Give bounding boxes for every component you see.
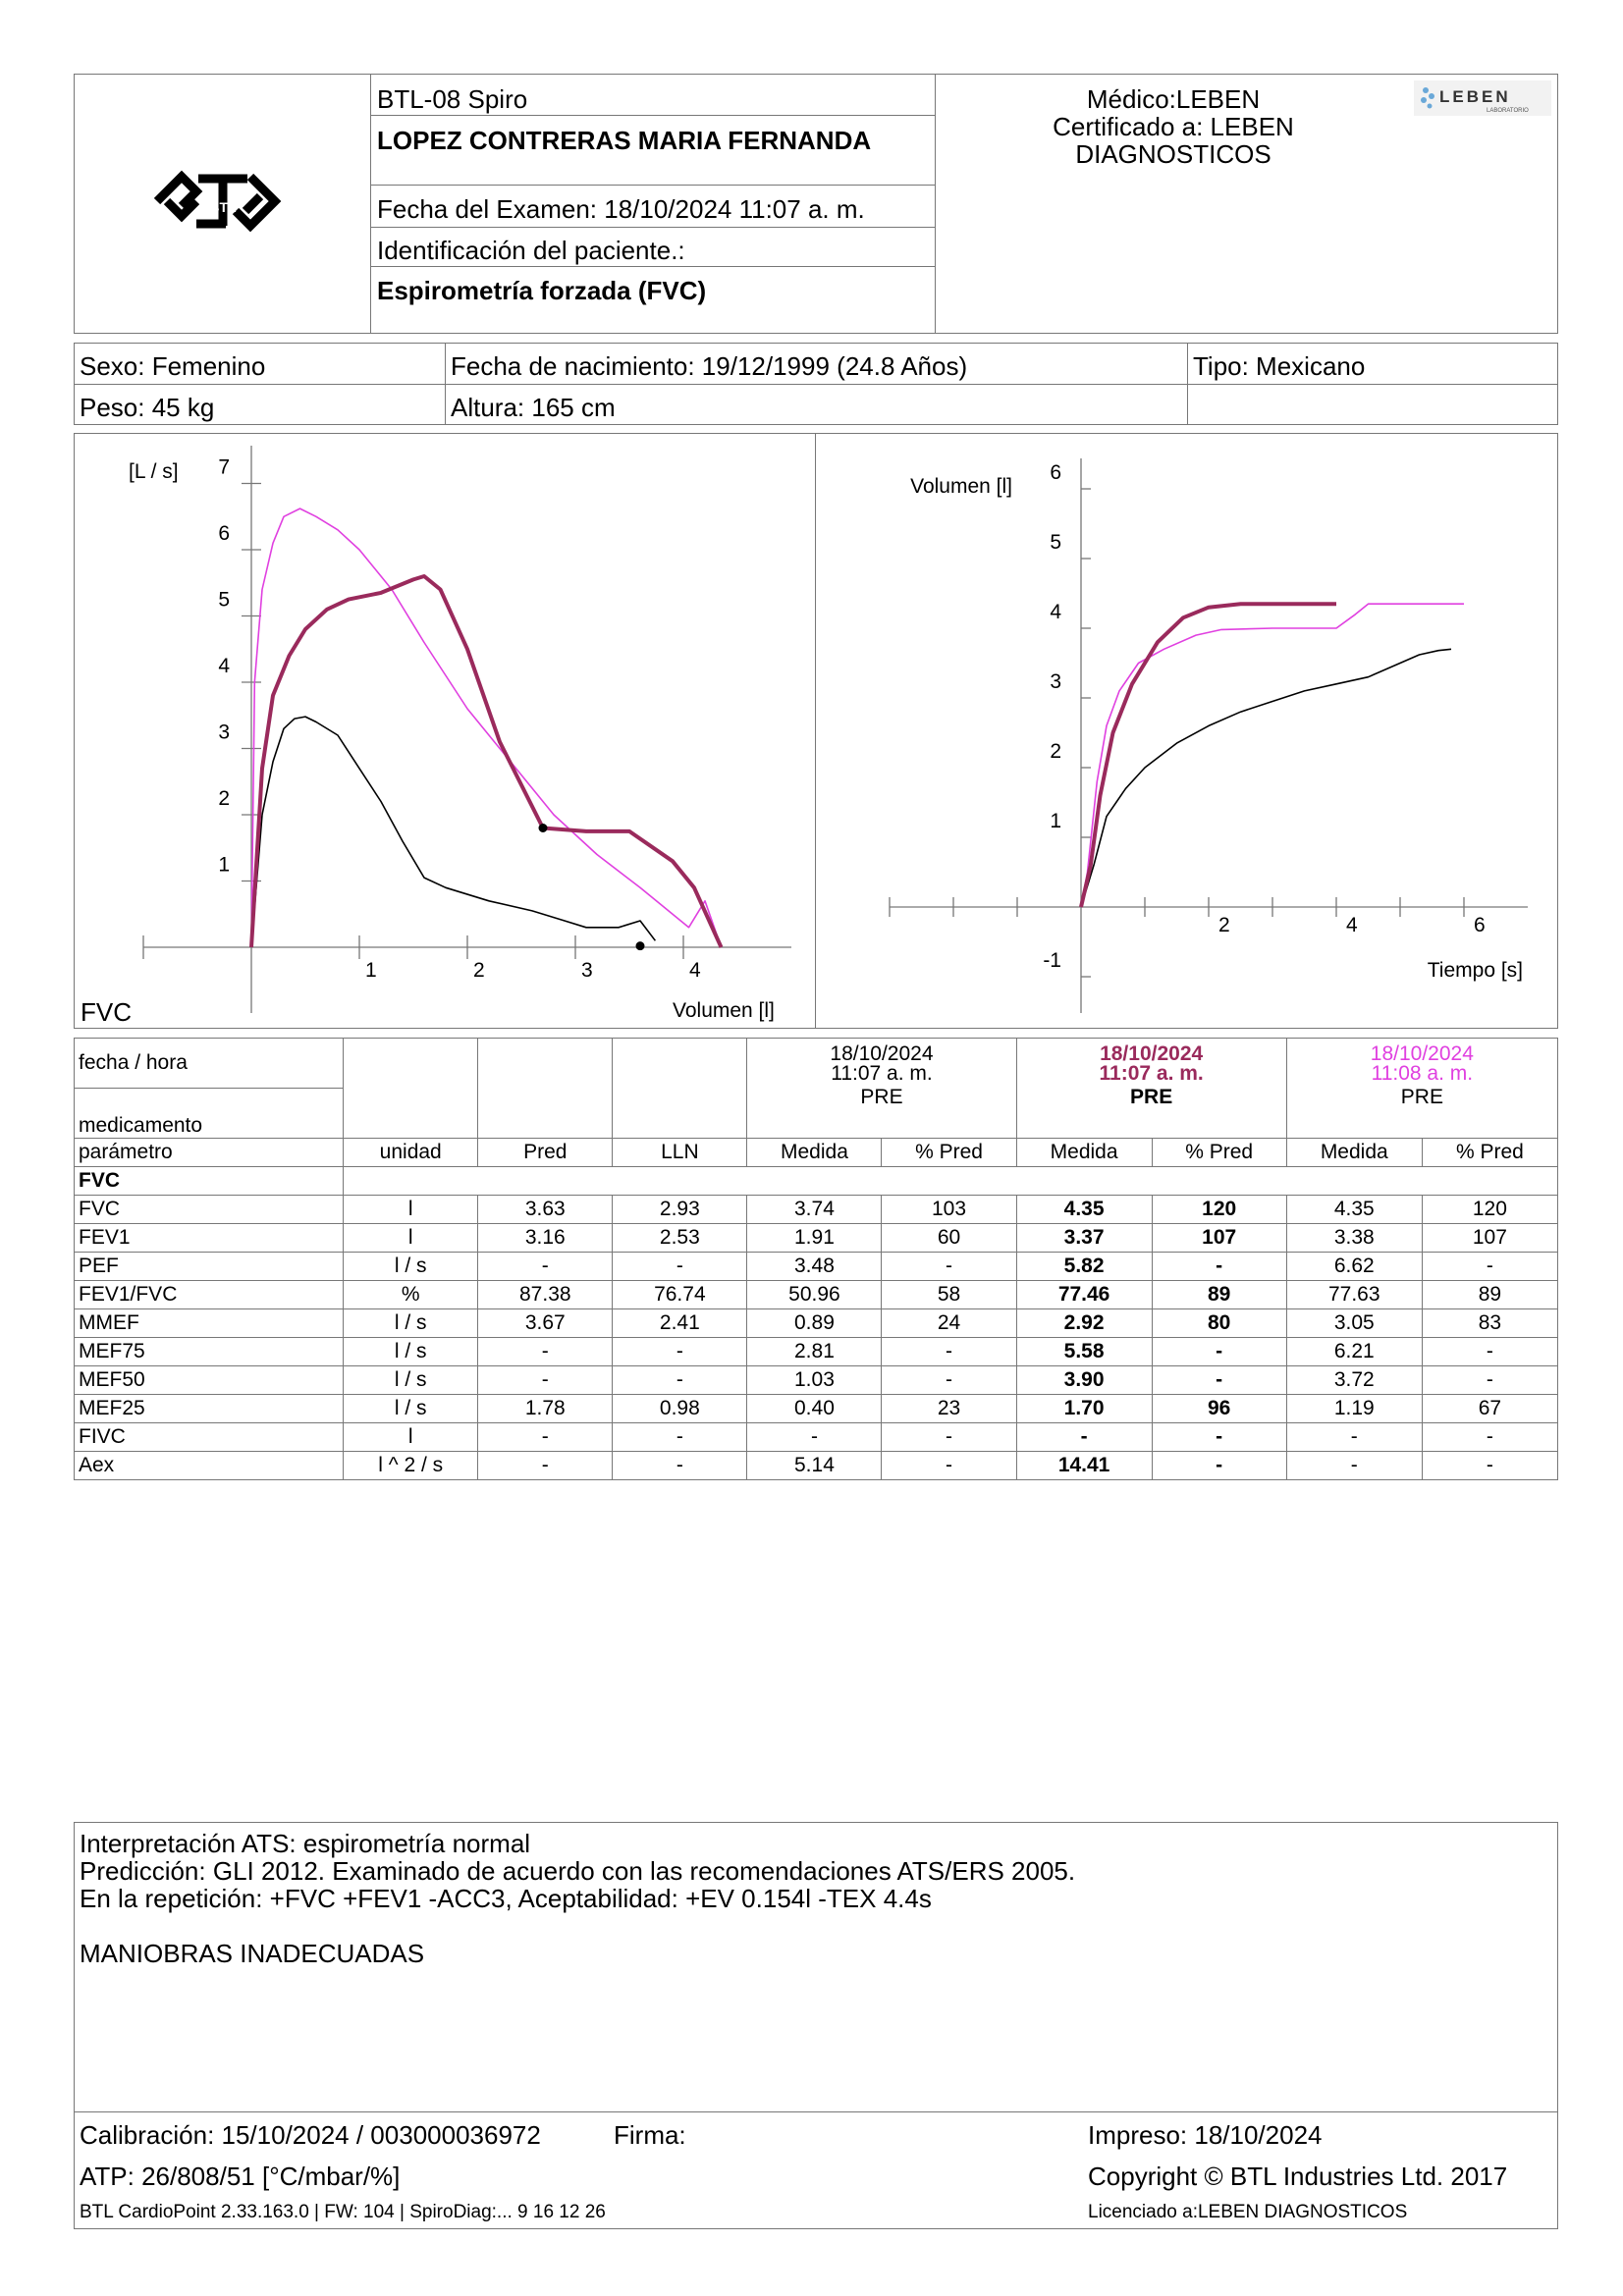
table-cell: l: [344, 1196, 478, 1224]
table-cell: 0.98: [613, 1395, 747, 1423]
section-label: FVC: [75, 1167, 344, 1196]
divider: [370, 185, 935, 186]
interpretation-line: Predicción: GLI 2012. Examinado de acuerdo con las recomendaciones ATS/ERS 2005.: [80, 1856, 1076, 1886]
column-header: % Pred: [1152, 1139, 1286, 1167]
table-header-row: [75, 1039, 1558, 1089]
column-header: LLN: [613, 1139, 747, 1167]
doctor-name: Médico:LEBEN: [1086, 84, 1261, 114]
table-cell: 2.81: [747, 1338, 882, 1366]
btl-logo: [137, 157, 309, 245]
y-tick-label: 4: [1050, 601, 1061, 623]
table-row: [75, 1196, 1558, 1224]
param-name: MEF25: [75, 1395, 344, 1423]
table-cell: 107: [1422, 1224, 1557, 1253]
divider: [1187, 343, 1188, 425]
table-row: [75, 1338, 1558, 1366]
session-date: 18/10/2024: [1100, 1042, 1204, 1065]
empty-cell: [478, 1039, 613, 1139]
table-cell: 103: [882, 1196, 1016, 1224]
param-name: MEF50: [75, 1366, 344, 1395]
atp: ATP: 26/808/51 [°C/mbar/%]: [80, 2162, 401, 2191]
session-med: PRE: [1130, 1086, 1173, 1108]
y-tick-label: 2: [1050, 740, 1061, 763]
table-cell: -: [478, 1423, 613, 1452]
table-cell: 3.90: [1016, 1366, 1152, 1395]
table-cell: 3.16: [478, 1224, 613, 1253]
results-table: [74, 1038, 1558, 1480]
session-time: 11:08 a. m.: [1371, 1062, 1474, 1085]
table-cell: 87.38: [478, 1281, 613, 1309]
table-cell: 0.89: [747, 1309, 882, 1338]
table-cell: -: [1286, 1452, 1422, 1480]
table-cell: l / s: [344, 1338, 478, 1366]
table-cell: 120: [1152, 1196, 1286, 1224]
table-cell: 3.48: [747, 1253, 882, 1281]
x-tick-label: 2: [1218, 914, 1230, 936]
table-cell: -: [1016, 1423, 1152, 1452]
table-cell: 2.53: [613, 1224, 747, 1253]
table-cell: 77.46: [1016, 1281, 1152, 1309]
y-tick-label: 3: [218, 721, 230, 744]
table-cell: -: [478, 1452, 613, 1480]
table-cell: l / s: [344, 1395, 478, 1423]
table-cell: -: [613, 1452, 747, 1480]
license: Licenciado a:LEBEN DIAGNOSTICOS: [1088, 2202, 1408, 2222]
table-row: [75, 1423, 1558, 1452]
column-header: Medida: [1016, 1139, 1152, 1167]
table-cell: 2.92: [1016, 1309, 1152, 1338]
table-cell: -: [1286, 1423, 1422, 1452]
y-tick-label: 1: [218, 853, 230, 877]
marker-dot: [636, 941, 645, 950]
table-cell: 4.35: [1286, 1196, 1422, 1224]
header-medicamento: medicamento: [75, 1089, 344, 1139]
table-cell: -: [747, 1423, 882, 1452]
header-fecha: fecha / hora: [75, 1039, 344, 1089]
table-cell: -: [1152, 1338, 1286, 1366]
table-cell: 1.19: [1286, 1395, 1422, 1423]
session-3-header: [1286, 1039, 1557, 1139]
leben-logo-sub: LABORATORIO: [1487, 108, 1529, 114]
x-axis-label: Tiempo [s]: [1427, 959, 1523, 982]
table-cell: -: [882, 1253, 1016, 1281]
y-axis-label: Volumen [l]: [910, 475, 1012, 498]
divider: [74, 384, 1558, 385]
patient-sex: Sexo: Femenino: [80, 351, 266, 381]
table-cell: -: [882, 1452, 1016, 1480]
table-cell: 1.91: [747, 1224, 882, 1253]
series-line-1: [1081, 604, 1464, 907]
divider: [445, 343, 446, 425]
empty-cell: [613, 1039, 747, 1139]
btl-logo-text: BTL: [209, 199, 237, 215]
software-version: BTL CardioPoint 2.33.163.0 | FW: 104 | SpiroDiag:... 9 16 12 26: [80, 2202, 606, 2222]
table-cell: 50.96: [747, 1281, 882, 1309]
interpretation-line: Interpretación ATS: espirometría normal: [80, 1829, 531, 1858]
table-cell: 77.63: [1286, 1281, 1422, 1309]
table-cell: 2.41: [613, 1309, 747, 1338]
column-header: Pred: [478, 1139, 613, 1167]
table-cell: 23: [882, 1395, 1016, 1423]
table-cell: l / s: [344, 1253, 478, 1281]
table-cell: 2.93: [613, 1196, 747, 1224]
table-row: [75, 1452, 1558, 1480]
table-cell: 3.38: [1286, 1224, 1422, 1253]
table-cell: -: [478, 1338, 613, 1366]
table-cell: l / s: [344, 1366, 478, 1395]
y-axis-label: [L / s]: [129, 460, 179, 483]
table-cell: 83: [1422, 1309, 1557, 1338]
column-header: Medida: [1286, 1139, 1422, 1167]
session-1-header: [747, 1039, 1016, 1139]
y-tick-label: 3: [1050, 670, 1061, 693]
leben-logo-text: LEBEN: [1439, 87, 1511, 106]
table-cell: -: [613, 1366, 747, 1395]
table-cell: l: [344, 1423, 478, 1452]
table-cell: -: [882, 1338, 1016, 1366]
table-cell: 5.82: [1016, 1253, 1152, 1281]
printed-date: Impreso: 18/10/2024: [1088, 2120, 1323, 2150]
table-cell: 0.40: [747, 1395, 882, 1423]
session-med: PRE: [860, 1086, 903, 1108]
x-tick-label: 6: [1474, 914, 1486, 936]
table-cell: 80: [1152, 1309, 1286, 1338]
table-cell: 3.37: [1016, 1224, 1152, 1253]
param-name: FIVC: [75, 1423, 344, 1452]
section-row: [75, 1167, 1558, 1196]
calibration: Calibración: 15/10/2024 / 003000036972: [80, 2120, 541, 2150]
marker-dot: [539, 824, 548, 832]
exam-date: Fecha del Examen: 18/10/2024 11:07 a. m.: [377, 194, 865, 224]
table-cell: 6.62: [1286, 1253, 1422, 1281]
column-header: unidad: [344, 1139, 478, 1167]
empty-cell: [344, 1167, 1558, 1196]
table-cell: 1.70: [1016, 1395, 1152, 1423]
table-cell: 3.05: [1286, 1309, 1422, 1338]
table-cell: -: [882, 1366, 1016, 1395]
empty-cell: [344, 1039, 478, 1139]
certified-line1: Certificado a: LEBEN: [1053, 112, 1294, 141]
interpretation-line: MANIOBRAS INADECUADAS: [80, 1939, 425, 1968]
table-cell: -: [1422, 1452, 1557, 1480]
table-cell: 3.74: [747, 1196, 882, 1224]
table-cell: -: [478, 1366, 613, 1395]
patient-weight: Peso: 45 kg: [80, 393, 215, 422]
divider: [370, 74, 371, 334]
param-name: MMEF: [75, 1309, 344, 1338]
signature-label: Firma:: [614, 2120, 686, 2150]
table-row: [75, 1309, 1558, 1338]
table-cell: 89: [1422, 1281, 1557, 1309]
interpretation-text: [80, 1830, 1075, 1967]
session-med: PRE: [1400, 1086, 1443, 1108]
y-tick-label: 5: [218, 588, 230, 612]
session-time: 11:07 a. m.: [831, 1062, 933, 1085]
table-cell: -: [613, 1423, 747, 1452]
table-cell: 1.03: [747, 1366, 882, 1395]
x-tick-label: 2: [473, 959, 485, 982]
patient-name: LOPEZ CONTRERAS MARIA FERNANDA: [377, 126, 872, 155]
y-tick-label: 2: [218, 787, 230, 810]
table-cell: 120: [1422, 1196, 1557, 1224]
table-row: [75, 1253, 1558, 1281]
x-tick-label: 4: [1346, 914, 1358, 936]
table-cell: -: [1422, 1338, 1557, 1366]
device-name: BTL-08 Spiro: [377, 84, 528, 114]
table-cell: -: [1152, 1452, 1286, 1480]
divider: [935, 74, 936, 334]
table-row: [75, 1395, 1558, 1423]
y-tick-label: 7: [218, 455, 230, 479]
x-tick-label: 4: [689, 959, 701, 982]
table-cell: 67: [1422, 1395, 1557, 1423]
table-cell: %: [344, 1281, 478, 1309]
table-row: [75, 1224, 1558, 1253]
series-line-2: [1081, 649, 1451, 907]
session-date: 18/10/2024: [1370, 1042, 1474, 1065]
x-tick-label: 1: [365, 959, 377, 982]
table-cell: 24: [882, 1309, 1016, 1338]
leben-logo: [1414, 80, 1551, 116]
x-axis-label: Volumen [l]: [673, 999, 775, 1022]
table-cell: 60: [882, 1224, 1016, 1253]
table-cell: -: [613, 1338, 747, 1366]
table-cell: 3.63: [478, 1196, 613, 1224]
table-cell: -: [882, 1423, 1016, 1452]
table-cell: 1.78: [478, 1395, 613, 1423]
table-cell: 96: [1152, 1395, 1286, 1423]
table-cell: 5.58: [1016, 1338, 1152, 1366]
column-header-row: [75, 1139, 1558, 1167]
table-cell: 58: [882, 1281, 1016, 1309]
column-header: % Pred: [882, 1139, 1016, 1167]
y-tick-label: 1: [1050, 810, 1061, 832]
table-cell: -: [1422, 1253, 1557, 1281]
series-line-0: [251, 576, 722, 947]
patient-height: Altura: 165 cm: [451, 393, 616, 422]
table-row: [75, 1281, 1558, 1309]
table-cell: -: [613, 1253, 747, 1281]
table-cell: 14.41: [1016, 1452, 1152, 1480]
table-cell: -: [1422, 1366, 1557, 1395]
table-cell: l: [344, 1224, 478, 1253]
table-cell: -: [1422, 1423, 1557, 1452]
table-cell: 3.67: [478, 1309, 613, 1338]
copyright: Copyright © BTL Industries Ltd. 2017: [1088, 2162, 1508, 2191]
table-cell: 76.74: [613, 1281, 747, 1309]
interpretation-line: En la repetición: +FVC +FEV1 -ACC3, Aceptabilidad: +EV 0.154l -TEX 4.4s: [80, 1884, 932, 1913]
series-line-1: [251, 508, 722, 947]
param-name: FVC: [75, 1196, 344, 1224]
column-header: parámetro: [75, 1139, 344, 1167]
patient-id: Identificación del paciente.:: [377, 236, 685, 265]
param-name: FEV1: [75, 1224, 344, 1253]
volume-time-chart: [816, 434, 1557, 1028]
session-2-header: [1016, 1039, 1286, 1139]
table-cell: 5.14: [747, 1452, 882, 1480]
table-cell: 107: [1152, 1224, 1286, 1253]
session-date: 18/10/2024: [830, 1042, 934, 1065]
param-name: Aex: [75, 1452, 344, 1480]
column-header: % Pred: [1422, 1139, 1557, 1167]
param-name: PEF: [75, 1253, 344, 1281]
divider: [370, 266, 935, 267]
y-tick-label: -1: [1043, 949, 1061, 972]
table-cell: -: [1152, 1423, 1286, 1452]
patient-type: Tipo: Mexicano: [1193, 351, 1366, 381]
table-cell: 3.72: [1286, 1366, 1422, 1395]
y-tick-label: 6: [218, 522, 230, 545]
certified-line2: DIAGNOSTICOS: [1075, 139, 1271, 169]
param-name: FEV1/FVC: [75, 1281, 344, 1309]
table-cell: l ^ 2 / s: [344, 1452, 478, 1480]
param-name: MEF75: [75, 1338, 344, 1366]
patient-birth: Fecha de nacimiento: 19/12/1999 (24.8 Años): [451, 351, 968, 381]
divider: [74, 2111, 1558, 2112]
chart-title: FVC: [81, 997, 132, 1027]
table-row: [75, 1366, 1558, 1395]
y-tick-label: 6: [1050, 461, 1061, 484]
table-cell: -: [1152, 1366, 1286, 1395]
y-tick-label: 4: [218, 655, 230, 677]
table-cell: -: [478, 1253, 613, 1281]
series-line-0: [1081, 604, 1336, 907]
flow-volume-chart: [75, 434, 815, 1028]
column-header: Medida: [747, 1139, 882, 1167]
x-tick-label: 3: [581, 959, 593, 982]
y-tick-label: 5: [1050, 531, 1061, 554]
table-cell: 6.21: [1286, 1338, 1422, 1366]
divider: [370, 115, 935, 116]
table-cell: 4.35: [1016, 1196, 1152, 1224]
divider: [370, 227, 935, 228]
table-cell: -: [1152, 1253, 1286, 1281]
table-cell: 89: [1152, 1281, 1286, 1309]
test-type: Espirometría forzada (FVC): [377, 276, 707, 305]
table-cell: l / s: [344, 1309, 478, 1338]
session-time: 11:07 a. m.: [1099, 1062, 1204, 1085]
